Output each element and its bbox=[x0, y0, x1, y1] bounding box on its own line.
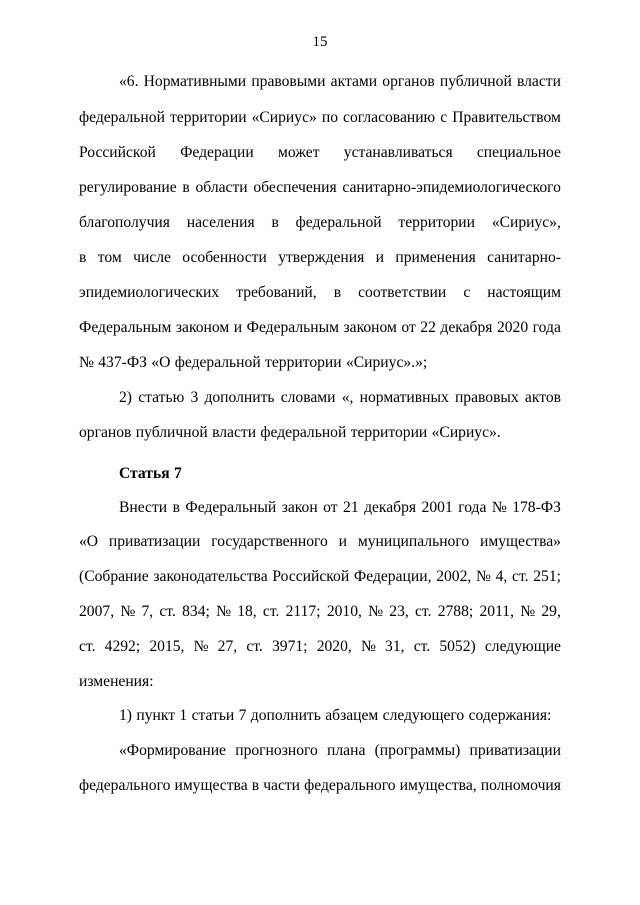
text-line: «О приватизации государственного и муниципального имущества» bbox=[79, 533, 561, 550]
text-line: эпидемиологических требований, в соответствии с настоящим bbox=[79, 284, 561, 301]
text-line: Российской Федерации может устанавливаться специальное bbox=[79, 144, 561, 161]
text-line: органов публичной власти федеральной территории «Сириус». bbox=[79, 424, 501, 441]
text-line: ст. 4292; 2015, № 27, ст. 3971; 2020, № 31, ст. 5052) следующие bbox=[79, 638, 561, 655]
text-line: федерального имущества в части федерального имущества, полномочия bbox=[79, 777, 561, 794]
text-line: изменения: bbox=[79, 673, 154, 690]
text-line: Федеральным законом и Федеральным законом от 22 декабря 2020 года bbox=[79, 319, 561, 336]
text-line: (Собрание законодательства Российской Федерации, 2002, № 4, ст. 251; bbox=[79, 568, 561, 585]
page-number: 15 bbox=[312, 34, 328, 50]
text-line: федеральной территории «Сириус» по согласованию с Правительством bbox=[79, 109, 561, 126]
text-line: регулирование в области обеспечения санитарно-эпидемиологического bbox=[79, 179, 561, 196]
text-line: 2) статью 3 дополнить словами «, нормативных правовых актов bbox=[119, 389, 561, 406]
text-line: 1) пункт 1 статьи 7 дополнить абзацем следующего содержания: bbox=[119, 707, 552, 724]
text-line: 2007, № 7, ст. 834; № 18, ст. 2117; 2010, № 23, ст. 2788; 2011, № 29, bbox=[79, 603, 561, 620]
text-line: Внести в Федеральный закон от 21 декабря 2001 года № 178-ФЗ bbox=[119, 499, 561, 516]
text-line: «Формирование прогнозного плана (программы) приватизации bbox=[119, 742, 561, 759]
text-line: благополучия населения в федеральной территории «Сириус», bbox=[79, 214, 561, 231]
text-line: «6. Нормативными правовыми актами органов публичной власти bbox=[119, 73, 561, 90]
section-heading: Статья 7 bbox=[119, 465, 182, 482]
text-line: в том числе особенности утверждения и применения санитарно- bbox=[79, 249, 561, 266]
text-line: № 437-ФЗ «О федеральной территории «Сириус».»; bbox=[79, 354, 428, 371]
